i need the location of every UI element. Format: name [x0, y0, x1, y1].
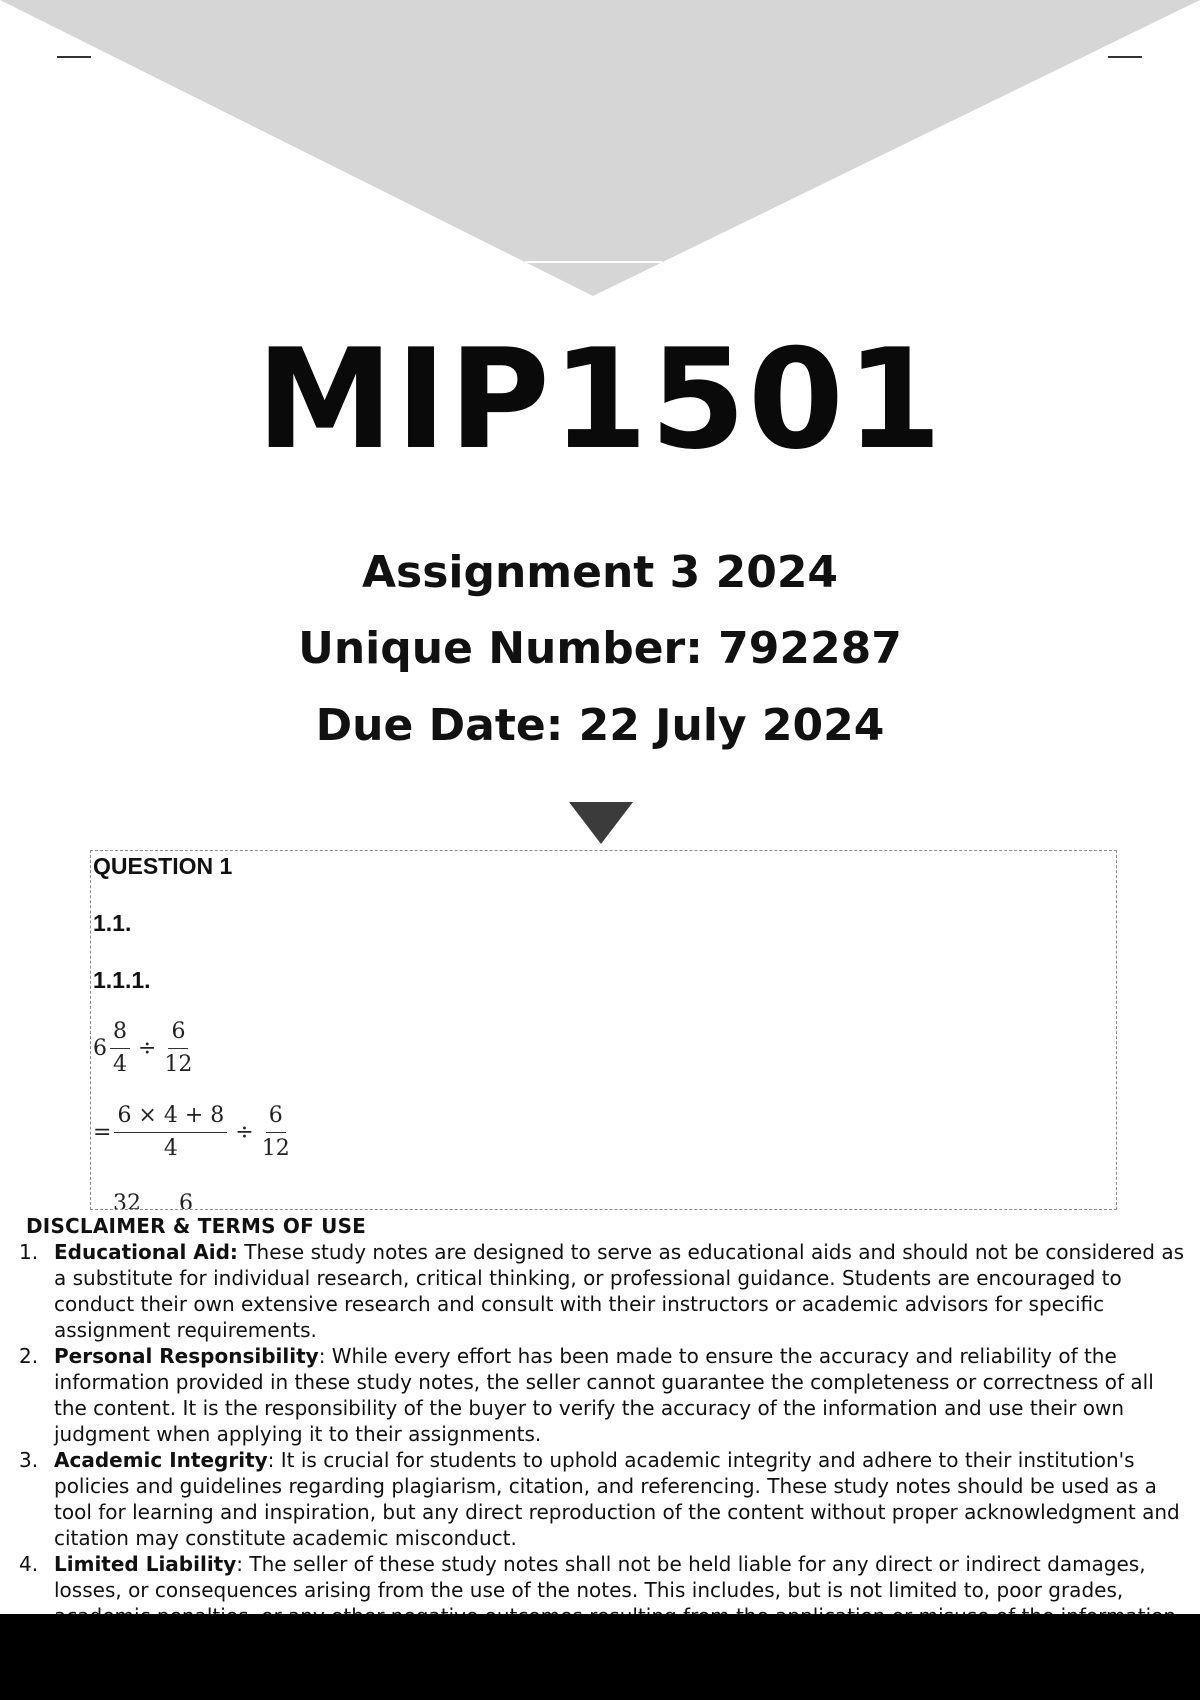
division-operator: ÷: [138, 1036, 157, 1061]
list-item-title: Personal Responsibility: [54, 1344, 319, 1368]
banner-chevron-shape: [0, 0, 1200, 296]
fraction: [262, 1103, 290, 1162]
fraction-numerator: 6: [168, 1019, 188, 1049]
division-operator: ÷: [235, 1120, 254, 1145]
fraction-denominator: 4: [163, 1136, 178, 1161]
equals-sign: =: [93, 1120, 112, 1145]
due-date-label: Due Date: 22 July 2024: [315, 700, 885, 751]
math-line-1: [93, 1019, 195, 1078]
list-item-number: 4.: [19, 1552, 39, 1576]
subquestion-heading: 1.1.: [93, 910, 132, 936]
disclaimer-heading: DISCLAIMER & TERMS OF USE: [26, 1214, 367, 1238]
fraction: [110, 1019, 130, 1078]
list-item: [0, 1447, 1200, 1551]
bottom-black-bar: [0, 1614, 1200, 1700]
fraction-numerator: 6 × 4 + 8: [114, 1103, 227, 1133]
list-item-text: : While every effort has been made to ensure the accuracy and reliability of the information provided in these study notes, the seller cannot guarantee the completeness or correctness of all the content. It is the responsibility of the buyer to verify the accuracy of the information and use their own judgment when applying it to their assignments.: [54, 1344, 1154, 1446]
content-preview-box: [90, 850, 1117, 1210]
list-item-title: Academic Integrity: [54, 1448, 268, 1472]
list-item-text: These study notes are designed to serve as educational aids and should not be considered as a substitute for individual research, critical thinking, or professional guidance. Students are encouraged to conduct their own extensive research and consult with their instructors or academic advisors for specific assignment requirements.: [54, 1240, 1185, 1342]
list-item-number: 3.: [19, 1448, 39, 1472]
list-item-title: Limited Liability: [54, 1552, 237, 1576]
fraction-numerator: 6: [179, 1191, 193, 1210]
fraction-numerator: 8: [110, 1019, 130, 1049]
list-item-number: 2.: [19, 1344, 39, 1368]
list-item: [0, 1343, 1200, 1447]
fraction-denominator: 4: [113, 1052, 127, 1077]
fraction-numerator: 32: [113, 1191, 141, 1210]
list-item-number: 1.: [19, 1240, 39, 1264]
down-arrow-icon: [569, 802, 633, 844]
subquestion-heading-2: 1.1.1.: [93, 967, 151, 993]
disclaimer-section: [0, 1213, 1200, 1629]
question-heading: QUESTION 1: [93, 853, 233, 879]
fraction-denominator: 12: [261, 1136, 290, 1161]
corner-mark-right: [1108, 56, 1142, 58]
math-line-2: [93, 1103, 293, 1162]
list-item-text: : It is crucial for students to uphold academic integrity and adhere to their institution's policies and guidelines regarding plagiarism, citation, and referencing. These study notes should be used as a tool for learning and inspiration, but any direct reproduction of the content without proper acknowledgment and citation may constitute academic misconduct.: [54, 1448, 1180, 1550]
module-code-title: MIP1501: [256, 319, 944, 480]
corner-mark-left: [57, 56, 91, 58]
fraction-denominator: 12: [164, 1052, 193, 1077]
math-line-3: [93, 1191, 193, 1210]
assignment-label: Assignment 3 2024: [361, 547, 839, 598]
cover-banner-graphic: [0, 0, 1200, 300]
fraction: [114, 1103, 227, 1162]
list-item-title: Educational Aid:: [54, 1240, 238, 1264]
unique-number-label: Unique Number: 792287: [298, 623, 902, 674]
disclaimer-list: [0, 1239, 1200, 1629]
list-item: [0, 1239, 1200, 1343]
fraction: [164, 1019, 192, 1078]
fraction-numerator: 6: [266, 1103, 286, 1133]
mixed-number-whole: 6: [93, 1036, 107, 1061]
list-item-text: : The seller of these study notes shall not be held liable for any direct or indirect damages, losses, or consequences arising from the use of the notes. This includes, but is not limited to, poor grades,: [54, 1552, 1146, 1602]
